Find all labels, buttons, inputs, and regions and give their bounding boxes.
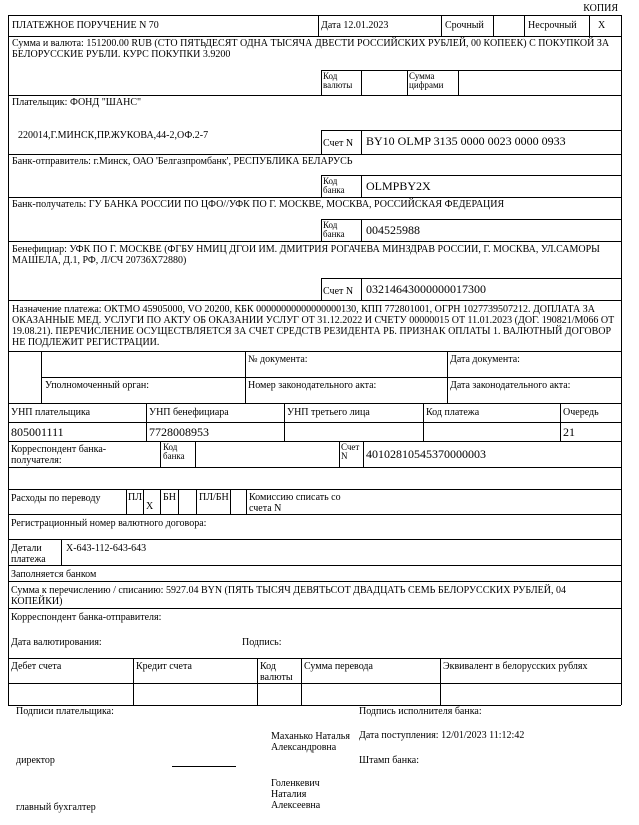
nonurgent-label: Несрочный [528,20,577,31]
payer-account-label: Счет N [323,138,354,149]
expenses-bn: БН [163,492,176,503]
commission-label: Комиссию списать со счета N [249,492,341,514]
act-date-label: Дата законодательного акта: [450,380,571,391]
received-date: Дата поступления: 12/01/2023 11:12:42 [359,730,525,741]
registration-label: Регистрационный номер валютного договора: [11,518,207,529]
details-value: X-643-112-643-643 [66,543,147,554]
equivalent-label: Эквивалент в белорусских рублях [443,661,588,672]
beneficiary-account-label: Счет N [323,286,354,297]
amount-text: Сумма и валюта: 151200.00 RUB (СТО ПЯТЬДЕСЯТ ОДНА ТЫСЯЧА ДВЕСТИ РОССИЙСКИХ РУБЛЕЙ, 00 КОПЕЕК) С ПОКУПКОЙ ЗА БЕЛОРУССКИЕ РУБЛИ. КУРС ПОКУПКИ 3.9200 [12,38,610,60]
accountant-label: главный бухгалтер [16,802,96,813]
correspondent-account-label: Счет N [341,442,360,461]
receiver-bank-code: 004525988 [366,223,420,237]
authority-label: Уполномоченный орган: [45,380,150,391]
nonurgent-mark: X [598,20,606,31]
expenses-pl-mark: X [146,501,154,512]
form-date: Дата 12.01.2023 [321,20,389,31]
doc-number-label: № документа: [248,354,308,365]
transfer-sum-label: Сумма перевода [304,661,373,672]
sender-bank-code-label: Код банка [323,176,345,195]
correspondent-code-label: Код банка [163,442,185,461]
beneficiary-account: 03214643000000017300 [366,282,486,296]
currency-code-col-label: Код валюты [260,661,293,683]
payer-name: Плательщик: ФОНД "ШАНС" [12,97,142,108]
receiver-bank-code-label: Код банка [323,220,345,239]
queue-label: Очередь [563,407,599,418]
pay-code-label: Код платежа [426,407,480,418]
valuation-date-label: Дата валютирования: [11,637,102,648]
filled-by-bank: Заполняется банком [11,569,97,580]
benef-unp: 7728008953 [149,425,209,439]
doc-date-label: Дата документа: [450,354,520,365]
form-title: ПЛАТЕЖНОЕ ПОРУЧЕНИЕ N 70 [12,20,159,31]
director-label: директор [16,755,55,766]
sender-bank: Банк-отправитель: г.Минск, ОАО 'Белгазпромбанк', РЕСПУБЛИКА БЕЛАРУСЬ [12,156,353,167]
third-unp-label: УНП третьего лица [287,407,370,418]
benef-unp-label: УНП бенефициара [149,407,229,418]
correspondent-label: Корреспондент банка-получателя: [11,444,107,466]
payer-unp-label: УНП плательщика [11,407,91,418]
sum-digits-label: Сумма цифрами [409,71,444,90]
accountant-name: Голенкевич Наталия Алексеевна [271,778,321,811]
transfer-amount: Сумма к перечислению / списанию: 5927.04 BYN (ПЯТЬ ТЫСЯЧ ДЕВЯТЬСОТ ДВАДЦАТЬ СЕМЬ БЕЛОРУССКИХ РУБЛЕЙ, 04 КОПЕЙКИ) [11,585,566,607]
act-number-label: Номер законодательного акта: [248,380,377,391]
currency-code-label: Код валюты [323,71,353,90]
debit-label: Дебет счета [11,661,62,672]
bank-signature-label: Подпись исполнителя банка: [359,706,482,717]
correspondent-account: 40102810545370000003 [366,447,486,461]
expenses-label: Расходы по переводу [11,493,101,504]
details-label: Детали платежа [11,543,46,565]
payer-address: 220014,Г.МИНСК,ПР.ЖУКОВА,44-2,ОФ.2-7 [18,130,209,141]
payer-account: BY10 OLMP 3135 0000 0023 0000 0933 [366,134,566,148]
bank-stamp-label: Штамп банка: [359,755,419,766]
payment-purpose: Назначение платежа: ОКТМО 45905000, VO 20200, КБК 00000000000000000130, КПП 772801001, ОГРН 1027739507212. ДОПЛАТА ЗА ОКАЗАННЫЕ МЕД. УСЛУГИ ПО АКТУ ОБ ОКАЗАНИИ УСЛУГ ОТ 31.12.2022 И СЧЕТУ 00000015 ОТ 11.01.2023 (ДОГ. 190821/М066 ОТ 19.08.21). ПЕРЕЧИСЛЕНИЕ ОСУЩЕСТВЛЯЕТСЯ ЗА СЧЕТ СРЕДСТВ РЕЗИДЕНТА РБ. ПРИЗНАК ОПЛАТЫ 1. ВАЛЮТНЫЙ ДОГОВОР НЕ ПОДЛЕЖИТ РЕГИСТРАЦИИ. [12,304,615,348]
payer-signatures-label: Подписи плательщика: [16,706,114,717]
expenses-plbn: ПЛ/БН [199,492,229,503]
expenses-pl: ПЛ [128,492,143,503]
valuation-sign-label: Подпись: [242,637,282,648]
payer-unp: 805001111 [11,425,64,439]
beneficiary: Бенефициар: УФК ПО Г. МОСКВЕ (ФГБУ НМИЦ ДГОИ ИМ. ДМИТРИЯ РОГАЧЕВА МИНЗДРАВ РОССИИ, Г. МОСКВА, УЛ.САМОРЫ МАШЕЛА, Д.1, РФ, Л/СЧ 20736Х72880) [12,244,600,266]
copy-label: КОПИЯ [583,3,618,14]
sender-correspondent: Корреспондент банка-отправителя: [11,612,162,623]
receiver-bank: Банк-получатель: ГУ БАНКА РОССИИ ПО ЦФО//УФК ПО Г. МОСКВЕ, МОСКВА, РОССИЙСКАЯ ФЕДЕРАЦИЯ [12,199,505,210]
credit-label: Кредит счета [136,661,192,672]
director-name: Маханько Наталья Александровна [271,731,350,753]
sender-bank-code: OLMPBY2X [366,179,431,193]
queue-value: 21 [563,425,575,439]
urgent-label: Срочный [445,20,484,31]
